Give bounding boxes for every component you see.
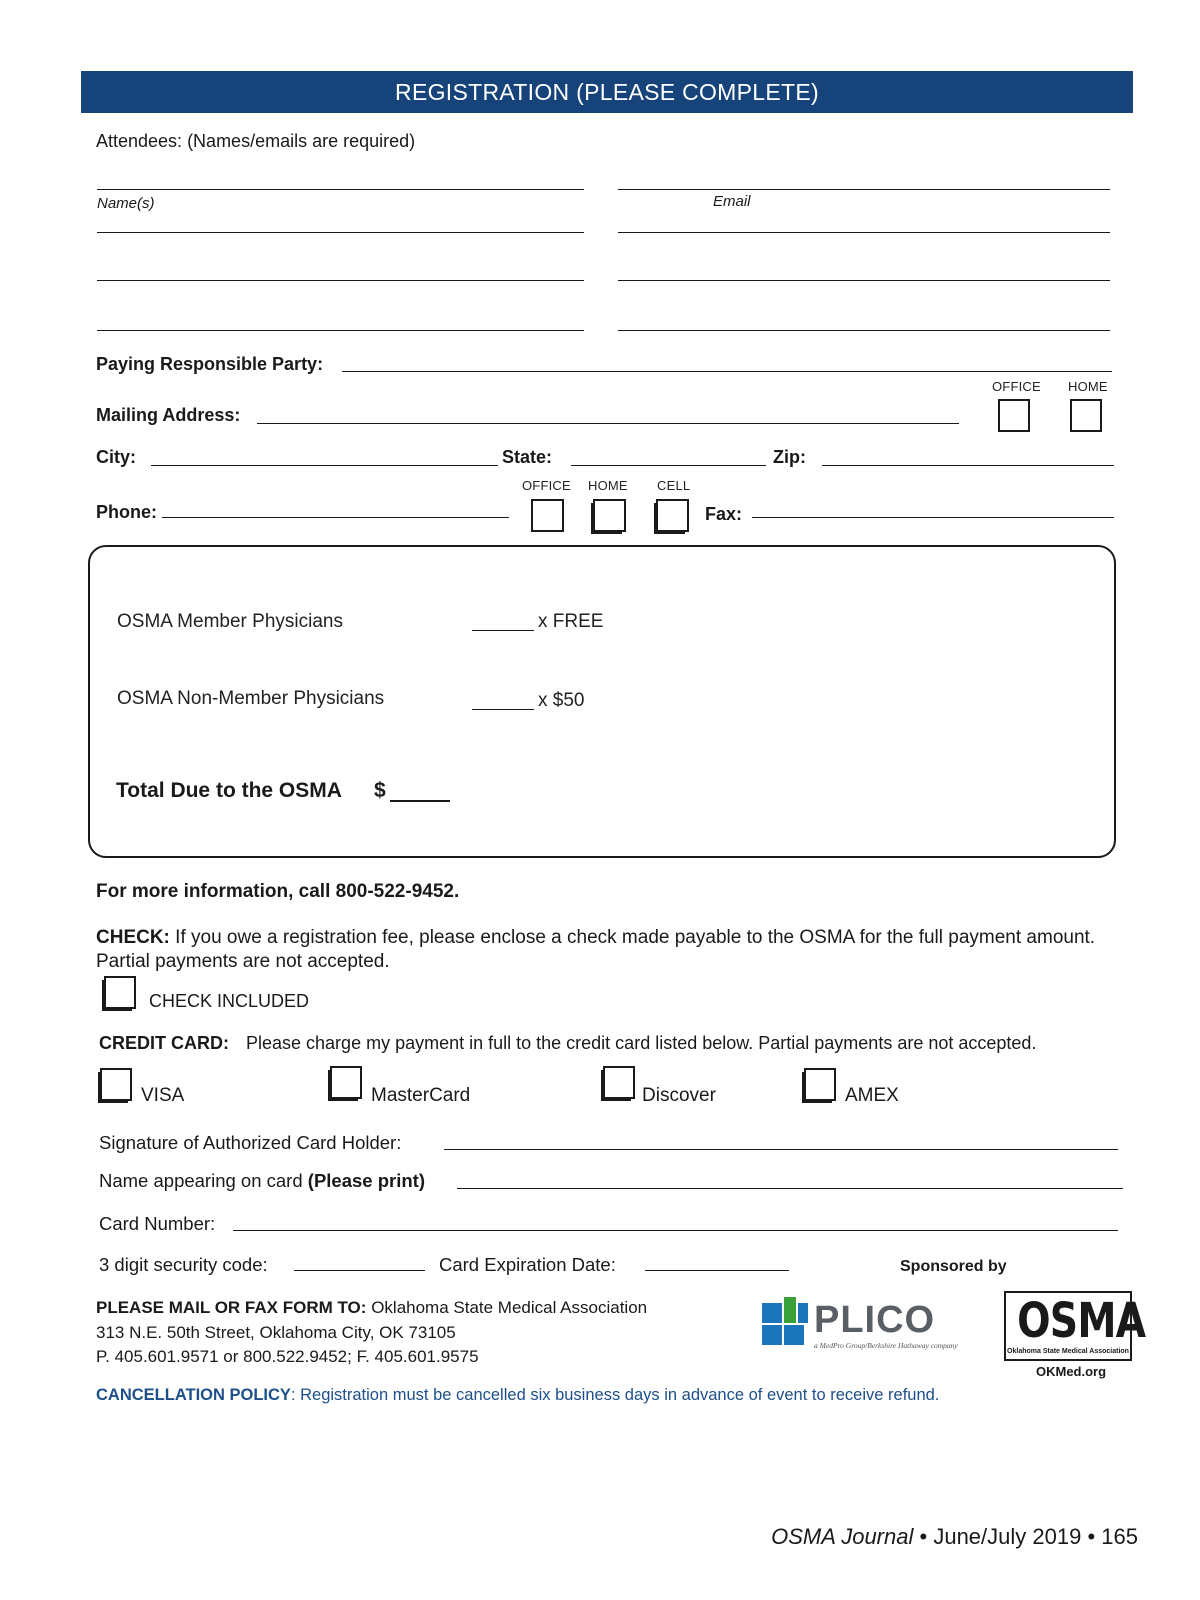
member-price: x FREE (538, 611, 604, 632)
paying-party-line[interactable] (342, 371, 1112, 372)
name-on-card-label: Name appearing on card (99, 1170, 303, 1191)
mastercard-label: MasterCard (371, 1085, 471, 1106)
name-caption: Name(s) (97, 195, 155, 212)
attendee-name-line-3[interactable] (97, 280, 584, 281)
mail-to-org: Oklahoma State Medical Association (371, 1298, 648, 1317)
phone-office-caption: OFFICE (522, 478, 571, 493)
attendee-email-line-3[interactable] (618, 280, 1110, 281)
mailing-address-label: Mailing Address: (96, 405, 241, 425)
member-physicians-label: OSMA Member Physicians (117, 611, 343, 632)
cancellation-text: : Registration must be cancelled six business days in advance of event to receive refund. (290, 1386, 940, 1404)
cancellation-label: CANCELLATION POLICY (96, 1386, 291, 1404)
phone-cell-checkbox[interactable] (656, 499, 689, 532)
name-on-card-label-group (99, 1170, 425, 1192)
discover-checkbox[interactable] (603, 1066, 635, 1099)
attendee-email-line-2[interactable] (618, 232, 1110, 233)
address-office-caption: OFFICE (992, 379, 1041, 394)
state-label: State: (502, 447, 553, 467)
check-text-line1: If you owe a registration fee, please enclose a check made payable to the OSMA for the full payment amount. (175, 927, 1096, 948)
mail-to-address: 313 N.E. 50th Street, Oklahoma City, OK 73105 (96, 1323, 456, 1342)
attendee-name-line-2[interactable] (97, 232, 584, 233)
card-number-label: Card Number: (99, 1213, 216, 1234)
expiration-line[interactable] (645, 1270, 789, 1271)
phone-label: Phone: (96, 502, 157, 522)
footer-separator-1: • (919, 1524, 928, 1549)
osma-logo (1004, 1291, 1146, 1361)
attendee-email-line-1[interactable] (618, 189, 1110, 190)
phone-home-checkbox[interactable] (593, 499, 626, 532)
amex-checkbox[interactable] (804, 1068, 836, 1101)
attendee-name-line-4[interactable] (97, 330, 584, 331)
cancellation-policy (96, 1386, 939, 1405)
journal-issue: June/July 2019 (933, 1524, 1082, 1549)
osma-logo-subtitle: Oklahoma State Medical Association (1007, 1348, 1129, 1355)
info-call-text: For more information, call 800-522-9452. (96, 881, 460, 902)
phone-office-checkbox[interactable] (531, 499, 564, 532)
state-line[interactable] (571, 465, 766, 466)
signature-line[interactable] (444, 1149, 1118, 1150)
fax-line[interactable] (752, 517, 1114, 518)
mastercard-checkbox[interactable] (330, 1066, 362, 1099)
name-on-card-line[interactable] (457, 1188, 1123, 1189)
phone-home-caption: HOME (588, 478, 628, 493)
visa-checkbox[interactable] (100, 1068, 132, 1101)
expiration-label: Card Expiration Date: (439, 1254, 616, 1275)
city-line[interactable] (151, 465, 498, 466)
fax-label: Fax: (705, 504, 743, 524)
check-included-checkbox[interactable] (104, 976, 136, 1009)
mail-to-phones: P. 405.601.9571 or 800.522.9452; F. 405.601.9575 (96, 1347, 479, 1366)
attendee-name-line-1[interactable] (97, 189, 584, 190)
address-home-checkbox[interactable] (1070, 399, 1102, 432)
attendees-heading: Attendees: (Names/emails are required) (96, 131, 416, 151)
page-number: 165 (1101, 1524, 1138, 1549)
amex-label: AMEX (845, 1085, 899, 1106)
phone-line[interactable] (162, 517, 509, 518)
footer-separator-2: • (1087, 1524, 1096, 1549)
phone-cell-caption: CELL (657, 478, 691, 493)
plico-logo (762, 1297, 972, 1353)
journal-name: OSMA Journal (771, 1524, 914, 1549)
nonmember-price: x $50 (538, 690, 585, 711)
osma-logo-text: OSMA (1017, 1293, 1146, 1349)
card-number-line[interactable] (233, 1230, 1118, 1231)
mail-to-line (96, 1298, 647, 1318)
check-paragraph (96, 927, 1095, 949)
total-due-label: Total Due to the OSMA (116, 779, 342, 802)
member-quantity-line[interactable] (472, 630, 534, 631)
total-currency: $ (374, 779, 386, 802)
mailing-address-line[interactable] (257, 423, 959, 424)
form-title: REGISTRATION (PLEASE COMPLETE) (395, 79, 819, 105)
zip-line[interactable] (822, 465, 1114, 466)
form-header (81, 71, 1133, 113)
city-label: City: (96, 447, 136, 467)
attendee-email-line-4[interactable] (618, 330, 1110, 331)
check-label: CHECK: (96, 927, 170, 948)
credit-card-label: CREDIT CARD: (99, 1033, 229, 1053)
osma-url: OKMed.org (1036, 1364, 1107, 1379)
mail-to-label: PLEASE MAIL OR FAX FORM TO: (96, 1298, 367, 1317)
please-print-label: (Please print) (307, 1170, 425, 1191)
nonmember-physicians-label: OSMA Non-Member Physicians (117, 688, 385, 709)
plico-name: PLICO (814, 1299, 936, 1341)
security-code-line[interactable] (294, 1270, 425, 1271)
zip-label: Zip: (773, 447, 806, 467)
plico-tagline: a MedPro Group/Berkshire Hathaway company (814, 1341, 958, 1350)
page-footer (771, 1524, 1138, 1550)
email-caption: Email (713, 193, 751, 210)
nonmember-quantity-line[interactable] (472, 709, 534, 710)
discover-label: Discover (642, 1085, 716, 1106)
paying-party-label: Paying Responsible Party: (96, 354, 324, 374)
sponsored-by-caption: Sponsored by (900, 1258, 1007, 1275)
total-due-line[interactable] (390, 800, 450, 802)
visa-label: VISA (141, 1085, 185, 1106)
credit-card-text: Please charge my payment in full to the credit card listed below. Partial payments are not accepted. (246, 1033, 1037, 1053)
check-included-label: CHECK INCLUDED (149, 991, 310, 1011)
security-code-label: 3 digit security code: (99, 1254, 268, 1275)
address-home-caption: HOME (1068, 379, 1108, 394)
signature-label: Signature of Authorized Card Holder: (99, 1132, 402, 1153)
address-office-checkbox[interactable] (998, 399, 1030, 432)
check-text-line2: Partial payments are not accepted. (96, 951, 390, 972)
